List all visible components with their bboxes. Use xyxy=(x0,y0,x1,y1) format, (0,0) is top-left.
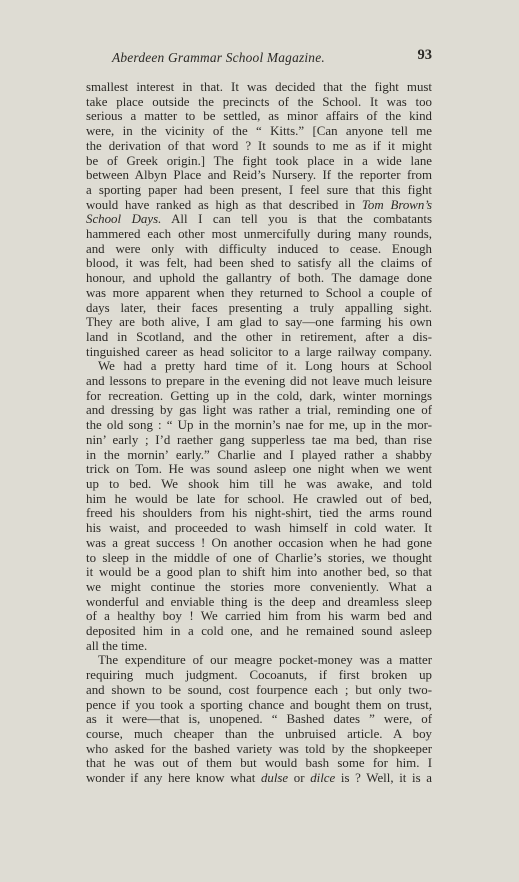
text-line: and were only with difficulty induced to cease. Enough xyxy=(86,241,432,256)
text-line: up to bed. We shook him till he was awake, and told xyxy=(86,476,432,491)
text-line: We had a pretty hard time of it. Long hours at School xyxy=(98,359,432,374)
text-line: course, much cheaper than the unbruised article. A boy xyxy=(86,726,432,741)
text-line: The expenditure of our meagre pocket-money was a matter xyxy=(98,653,432,668)
text-line: in the mornin’ early.” Charlie and I played rather a shabby xyxy=(86,447,432,462)
running-title: Aberdeen Grammar School Magazine. xyxy=(112,50,325,65)
paragraph xyxy=(86,80,432,359)
text-line: we might continue the stories more conveniently. What a xyxy=(86,579,432,594)
text-line: a sporting paper had been present, I feel sure that this fight xyxy=(86,182,432,197)
text-line: for recreation. Getting up in the cold, dark, winter mornings xyxy=(86,388,432,403)
text-line: and shown to be sound, cost fourpence each ; but only two- xyxy=(86,682,432,697)
text-line: all the time. xyxy=(86,638,148,653)
text-line: be of Greek origin.] The fight took place in a wide lane xyxy=(86,153,432,168)
page-number: 93 xyxy=(417,47,432,63)
text-line: freed his shoulders from his night-shirt, tied the arms round xyxy=(86,506,432,521)
text-line: land in Scotland, and the other in retirement, after a dis- xyxy=(86,329,432,344)
text-line: between Albyn Place and Reid’s Nursery. If the reporter from xyxy=(86,168,432,183)
text-line: nin’ early ; I’d raether gang supperless tae ma bed, than rise xyxy=(86,432,432,447)
body-text xyxy=(86,80,432,786)
text-line: him he would be late for school. He crawled out of bed, xyxy=(86,491,432,506)
italic-text: dilce xyxy=(310,771,336,786)
text-line: the derivation of that word ? It sounds to me as if it might xyxy=(86,138,432,153)
text-line-with-title: would have ranked as high as that described in Tom Brown’s xyxy=(86,197,432,212)
italic-text: Tom Brown’s xyxy=(361,197,432,212)
text-line: deposited him in a cold one, and he remained sound asleep xyxy=(86,624,432,639)
italic-text: dulse xyxy=(260,771,289,786)
text-line-with-italics: wonder if any here know what dulse or dilce is ? Well, it is a xyxy=(86,771,432,786)
text-line: were, in the vicinity of the “ Kitts.” [Can anyone tell me xyxy=(86,124,432,139)
italic-text: School Days. xyxy=(86,212,162,227)
text-line: hammered each other most unmercifully during many rounds, xyxy=(86,227,432,242)
page-header xyxy=(86,47,432,70)
text-line: blood, it was felt, had been shed to satisfy all the claims of xyxy=(86,256,432,271)
paragraph xyxy=(86,359,432,653)
text-line: was more apparent when they returned to School a couple of xyxy=(86,285,432,300)
text-line: it would be a good plan to shift him into another bed, so that xyxy=(86,565,432,580)
text-line: They are both alive, I am glad to say—one farming his own xyxy=(86,315,432,330)
text-line: requiring much judgment. Cocoanuts, if first broken up xyxy=(86,668,432,683)
text-line: pence if you took a sporting chance and bought them on trust, xyxy=(86,697,432,712)
text-line: honour, and uphold the gallantry of both. The damage done xyxy=(86,271,432,286)
text-line: and lessons to prepare in the evening did not leave much leisure xyxy=(86,374,432,389)
text-line: smallest interest in that. It was decided that the fight must xyxy=(86,80,432,94)
text-line: who asked for the bashed variety was told by the shopkeeper xyxy=(86,741,432,756)
text-line: was a great success ! On another occasion when he had gone xyxy=(86,535,432,550)
text-line: to sleep in the middle of one of Charlie’s stories, we thought xyxy=(86,550,432,565)
text-line-with-title: School Days. All I can tell you is that the combatants xyxy=(86,212,432,227)
text-line: his waist, and proceeded to wash himself in cold water. It xyxy=(86,521,432,536)
paragraph xyxy=(86,653,432,785)
text-line: wonderful and enviable thing is the deep and dreamless sleep xyxy=(86,594,432,609)
text-line: take place outside the precincts of the School. It was too xyxy=(86,94,432,109)
text-line: days later, their faces presenting a truly appalling sight. xyxy=(86,300,432,315)
text-line: that he was out of them but would bash some for him. I xyxy=(86,756,432,771)
text-line: serious a matter to be settled, as minor affairs of the kind xyxy=(86,109,432,124)
text-line: trick on Tom. He was sound asleep one night when we went xyxy=(86,462,432,477)
text-line: tinguished career as head solicitor to a large railway company. xyxy=(86,344,432,359)
text-line: of a healthy boy ! We carried him from his warm bed and xyxy=(86,609,432,624)
text-line: and dressing by gas light was rather a trial, reminding one of xyxy=(86,403,432,418)
text-line: as it were—that is, unopened. “ Bashed dates ” were, of xyxy=(86,712,432,727)
text-line: the old song : “ Up in the mornin’s nae for me, up in the mor- xyxy=(86,418,432,433)
